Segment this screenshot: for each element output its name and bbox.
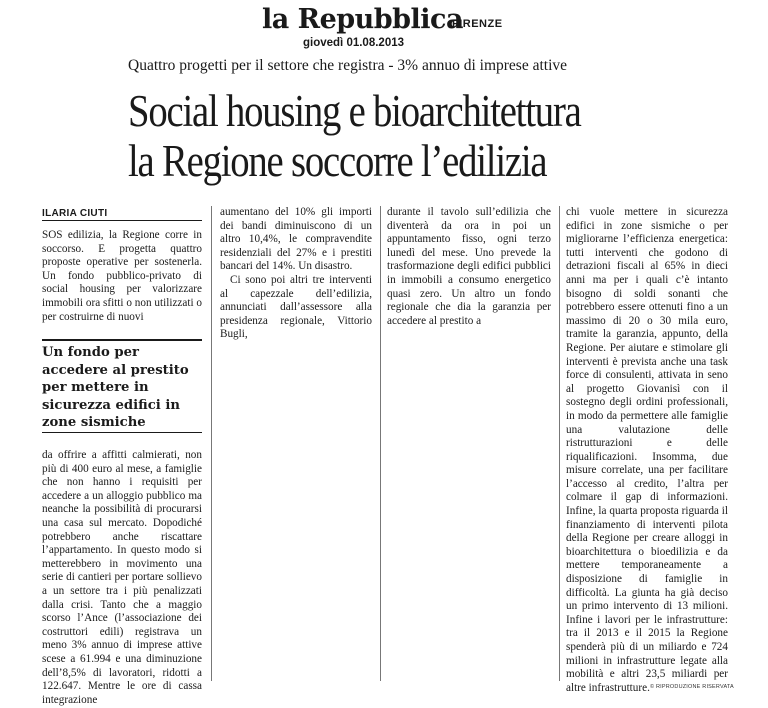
body-column-4	[566, 206, 728, 695]
headline-line-2: la Regione soccorre l’edilizia	[128, 136, 547, 186]
copyright-notice: © RIPRODUZIONE RISERVATA	[650, 684, 734, 690]
column-divider	[380, 206, 381, 681]
body-paragraph: durante il tavolo sull’edilizia che diventerà da ora in poi un appuntamento fisso, ogni terzo lunedì del mese. Uno prevede la trasformazione degli edifici pubblici in immobili a consumo energetico quasi zero. Un altro un fondo regionale che dia la garanzia per accedere al prestito a	[387, 206, 551, 327]
masthead-logo: la Repubblica	[262, 4, 463, 35]
body-paragraph: SOS edilizia, la Regione corre in soccorso. E progetta quattro proposte operative per sostenerla. Un fondo pubblico-privato di social housing per valorizzare immobili ora sfitti o non utilizzati o per costruirne di nuovi	[42, 229, 202, 323]
article-headline	[128, 86, 610, 186]
pull-quote: Un fondo per accedere al prestito per mettere in sicurezza edifici in zone sismiche	[42, 345, 189, 430]
author-byline: ILARIA CIUTI	[42, 208, 108, 219]
column-divider	[559, 206, 560, 681]
column-divider	[211, 206, 212, 681]
body-paragraph: aumentano del 10% gli importi dei bandi diminuiscono di un altro 10,4%, le compravendite residenziali del 27% e i prestiti bancari del 14%. Un disastro.	[220, 206, 372, 273]
body-paragraph: da offrire a affitti calmierati, non più di 400 euro al mese, a famiglie che non hanno i requisiti per accedere a un alloggio pubblico ma neanche la possibilità di procurarsi una casa sul mercato. Dopodiché potrebbero anche riscattare l’appartamento. In questo modo si metterebbero in movimento una serie di cantieri per portare sollievo a un settore tra i più penalizzati dalla crisi. Tanto che a maggio scorso l’Ance (l’associazione dei costruttori edili) registrava un meno 3% annuo di imprese attive scese a 61.994 e una diminuzione dell’8,5% di lavoratori, ridotti a 122.647. Mentre le ore di cassa integrazione	[42, 449, 202, 706]
pull-quote-rule-bottom	[42, 432, 202, 433]
body-paragraph: Ci sono poi altri tre interventi al capezzale dell’edilizia, annunciati dall’assessore alla presidenza regionale, Vittorio Bugli,	[220, 273, 372, 341]
body-column-1-bottom	[42, 449, 202, 707]
body-column-3	[387, 206, 551, 328]
pull-quote-rule-top	[42, 339, 202, 341]
headline-line-1: Social housing e bioarchitettura	[128, 86, 581, 136]
article-kicker: Quattro progetti per il settore che registra - 3% annuo di imprese attive	[128, 57, 568, 74]
body-column-1-top	[42, 229, 202, 324]
byline-rule	[42, 220, 202, 221]
body-column-2	[220, 206, 372, 342]
issue-date: giovedì 01.08.2013	[303, 37, 405, 49]
body-paragraph: chi vuole mettere in sicurezza edifici in zone sismiche o per migliorarne l’efficienza energetica: tutti interventi che godono di detrazioni fiscali al 65% in dieci anni ma per i quali c’è intanto bisogno di soldi sonanti che potrebbero essere ottenuti fino a un massimo di 20 o 30 mila euro, tramite la garanzia, appunto, della Regione. Per aiutare e stimolare gli interventi è prevista anche una task force di consulenti, attivata in seno al progetto Giovanisì con il sostegno degli ordini professionali, in modo da permettere alle famiglie una valutazione delle ristrutturazioni e delle riqualificazioni. Insomma, due misure correlate, una per facilitare l’accesso al credito, l’altra per colmare il gap di informazioni. Infine, la quarta proposta riguarda il finanziamento di interventi pilota della Regione per creare alloggi in bioarchitettura o bioedilizia e da mettere temporaneamente a disposizione di famiglie in difficoltà. La giunta ha già deciso un primo intervento di 13 milioni. Infine i lavori per le infrastrutture: tra il 2013 e il 2015 la Regione spenderà più di un miliardo e 724 milioni in infrastrutture legate alla mobilità e altri 23,5 miliardi per altre infrastrutture.	[566, 206, 728, 694]
edition-city: FIRENZE	[452, 18, 503, 30]
